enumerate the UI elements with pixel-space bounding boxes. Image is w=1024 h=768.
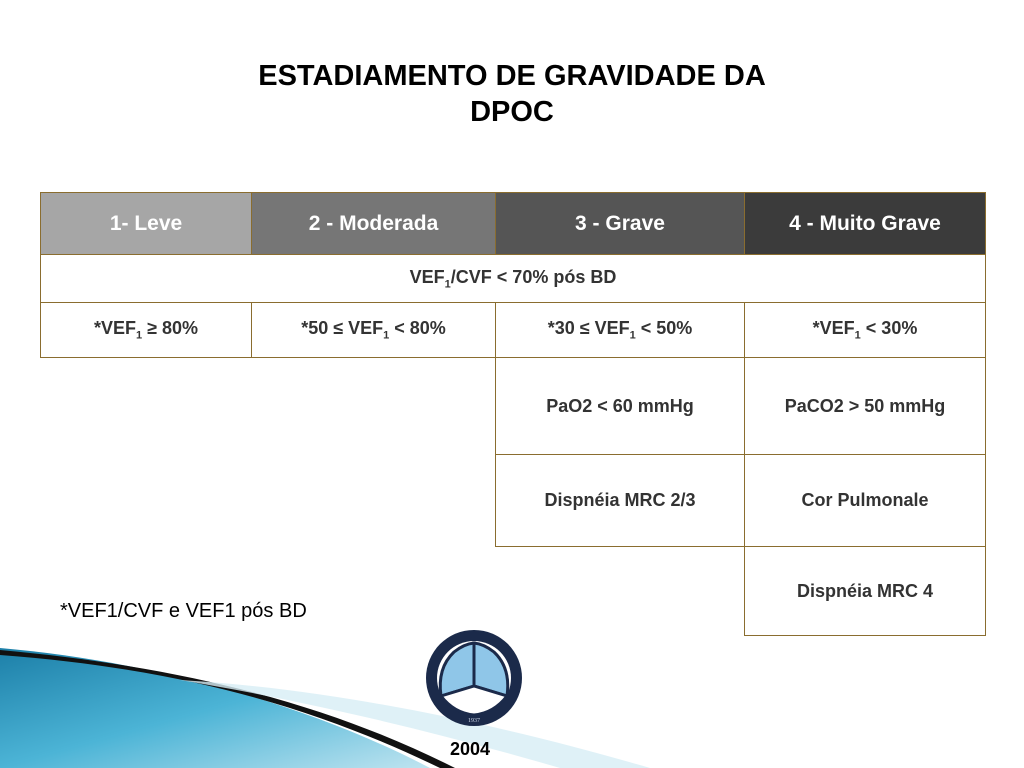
cell-dispneia-mrc-4: Dispnéia MRC 4 <box>744 546 986 636</box>
svg-text:1937: 1937 <box>468 718 480 724</box>
cell-vef-grave: $*30 \le VEF_1 < 50\%$ <box>495 302 745 358</box>
header-muito-grave <box>744 192 986 255</box>
row-vef-cvf-text: $VEF_1$/CVF < 70% pós BD <box>409 266 617 291</box>
cell-vef-muito-grave: $*VEF_1 < 30\%$ <box>744 302 986 358</box>
cell-vef-moderada: $*50 \le VEF_1 < 80\%$ <box>251 302 496 358</box>
header-leve <box>40 192 252 255</box>
cell-dispneia-mrc-2-3: Dispnéia MRC 2/3 <box>495 454 745 547</box>
header-label: 2 - Moderada <box>308 211 439 235</box>
header-moderada <box>251 192 496 255</box>
header-label: 3 - Grave <box>575 211 665 235</box>
header-label: 4 - Muito Grave <box>789 211 941 235</box>
header-label: 1- Leve <box>109 211 183 235</box>
header-grave <box>495 192 745 255</box>
title-line-2: DPOC <box>470 96 554 128</box>
footnote: *VEF1/CVF e VEF1 pós BD <box>60 600 307 622</box>
cell-paco2: PaCO2 > 50 mmHg <box>744 357 986 455</box>
title-line-1: ESTADIAMENTO DE GRAVIDADE DA <box>258 60 766 92</box>
page-title <box>0 58 1024 130</box>
cell-cor-pulmonale: Cor Pulmonale <box>744 454 986 547</box>
cell-vef-leve: $*VEF_1 \ge 80\%$ <box>40 302 252 358</box>
row-vef-cvf <box>40 254 986 303</box>
cell-pao2: PaO2 < 60 mmHg <box>495 357 745 455</box>
year-label: 2004 <box>450 739 491 759</box>
society-seal-icon <box>424 628 524 728</box>
